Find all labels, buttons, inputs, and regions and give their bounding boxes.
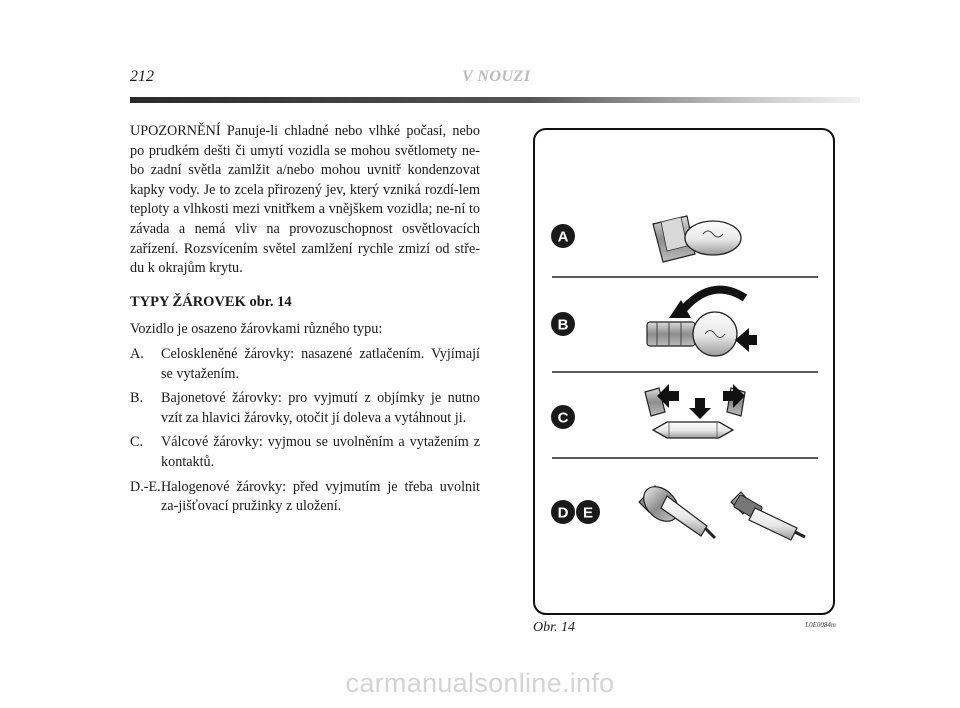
list-item-label: A. [130,345,144,362]
halogen-bulb-e-icon [731,492,805,540]
list-item-text: Celoskleněné žárovky: nasazené zatlačením. Vyjímají se vytažením. [161,345,480,382]
list-item [130,478,480,517]
label-a-text: A [557,228,569,246]
label-b-badge [551,312,575,336]
list-item [130,433,480,472]
label-d-text: D [557,504,569,522]
halogen-bulb-d-icon [637,480,715,538]
push-arrow-icon [735,328,757,352]
label-e-text: E [582,504,594,522]
list-item [130,345,480,384]
label-e-badge [576,500,600,524]
bayonet-bulb-icon [647,312,737,356]
label-a-badge [551,224,575,248]
intro-paragraph: Vozidlo je osazeno žárovkami různého typu: [130,321,383,338]
bulb-types-heading: TYPY ŽÁROVEK obr. 14 [130,293,292,310]
list-item-label: C. [130,434,144,451]
figure-caption: Obr. 14 [533,620,576,635]
bulb-types-figure [535,130,833,613]
list-item-label: D.-E. [130,478,161,495]
label-c-badge [551,405,575,429]
label-b-text: B [557,316,569,334]
figure-code: L0E0084m [805,621,836,629]
pull-down-arrow-icon [689,398,711,419]
label-c-text: C [557,409,569,427]
list-item-text: Bajonetové žárovky: pro vyjmutí z objímky je nutno vzít za hlavici žárovky, otočit jí doleva a vytáhnout ji. [161,390,480,426]
list-item-label: B. [130,390,144,407]
list-item [130,389,480,428]
text-column [130,122,480,522]
watermark: carmanualsonline.info [345,668,615,698]
wedge-bulb-icon [653,216,741,262]
page-number: 212 [130,68,154,85]
header-rule [130,97,860,103]
bulb-type-list [130,345,480,517]
warning-paragraph: UPOZORNĚNÍ Panuje-li chladné nebo vlhké počasí, nebo po prudkém dešti či umytí vozidla se mohou světlomety ne-bo zadní světla zamlžit a/nebo mohou uvnitř kondenzovat kapky vody. Je to zcela přirozený jev, který vzniká rozdí-lem teploty a vlhkosti mezi vnitřkem a vnějškem vozidla; ne-ní to závada a nemá vliv na provozuschopnost osvětlovacích zařízení. Rozsvícením světel zamlžení rychle zmizí od stře-du k okrajům krytu. [130,123,480,277]
label-d-badge [551,500,575,524]
figure-box [533,128,835,615]
list-item-text: Halogenové žárovky: před vyjmutím je třeba uvolnit za-jišťovací pružinky z uložení. [161,478,480,515]
list-item-text: Válcové žárovky: vyjmou se uvolněním a vytažením z kontaktů. [161,434,480,470]
rotate-arrow-icon [681,290,745,312]
section-title: V NOUZI [462,68,531,85]
